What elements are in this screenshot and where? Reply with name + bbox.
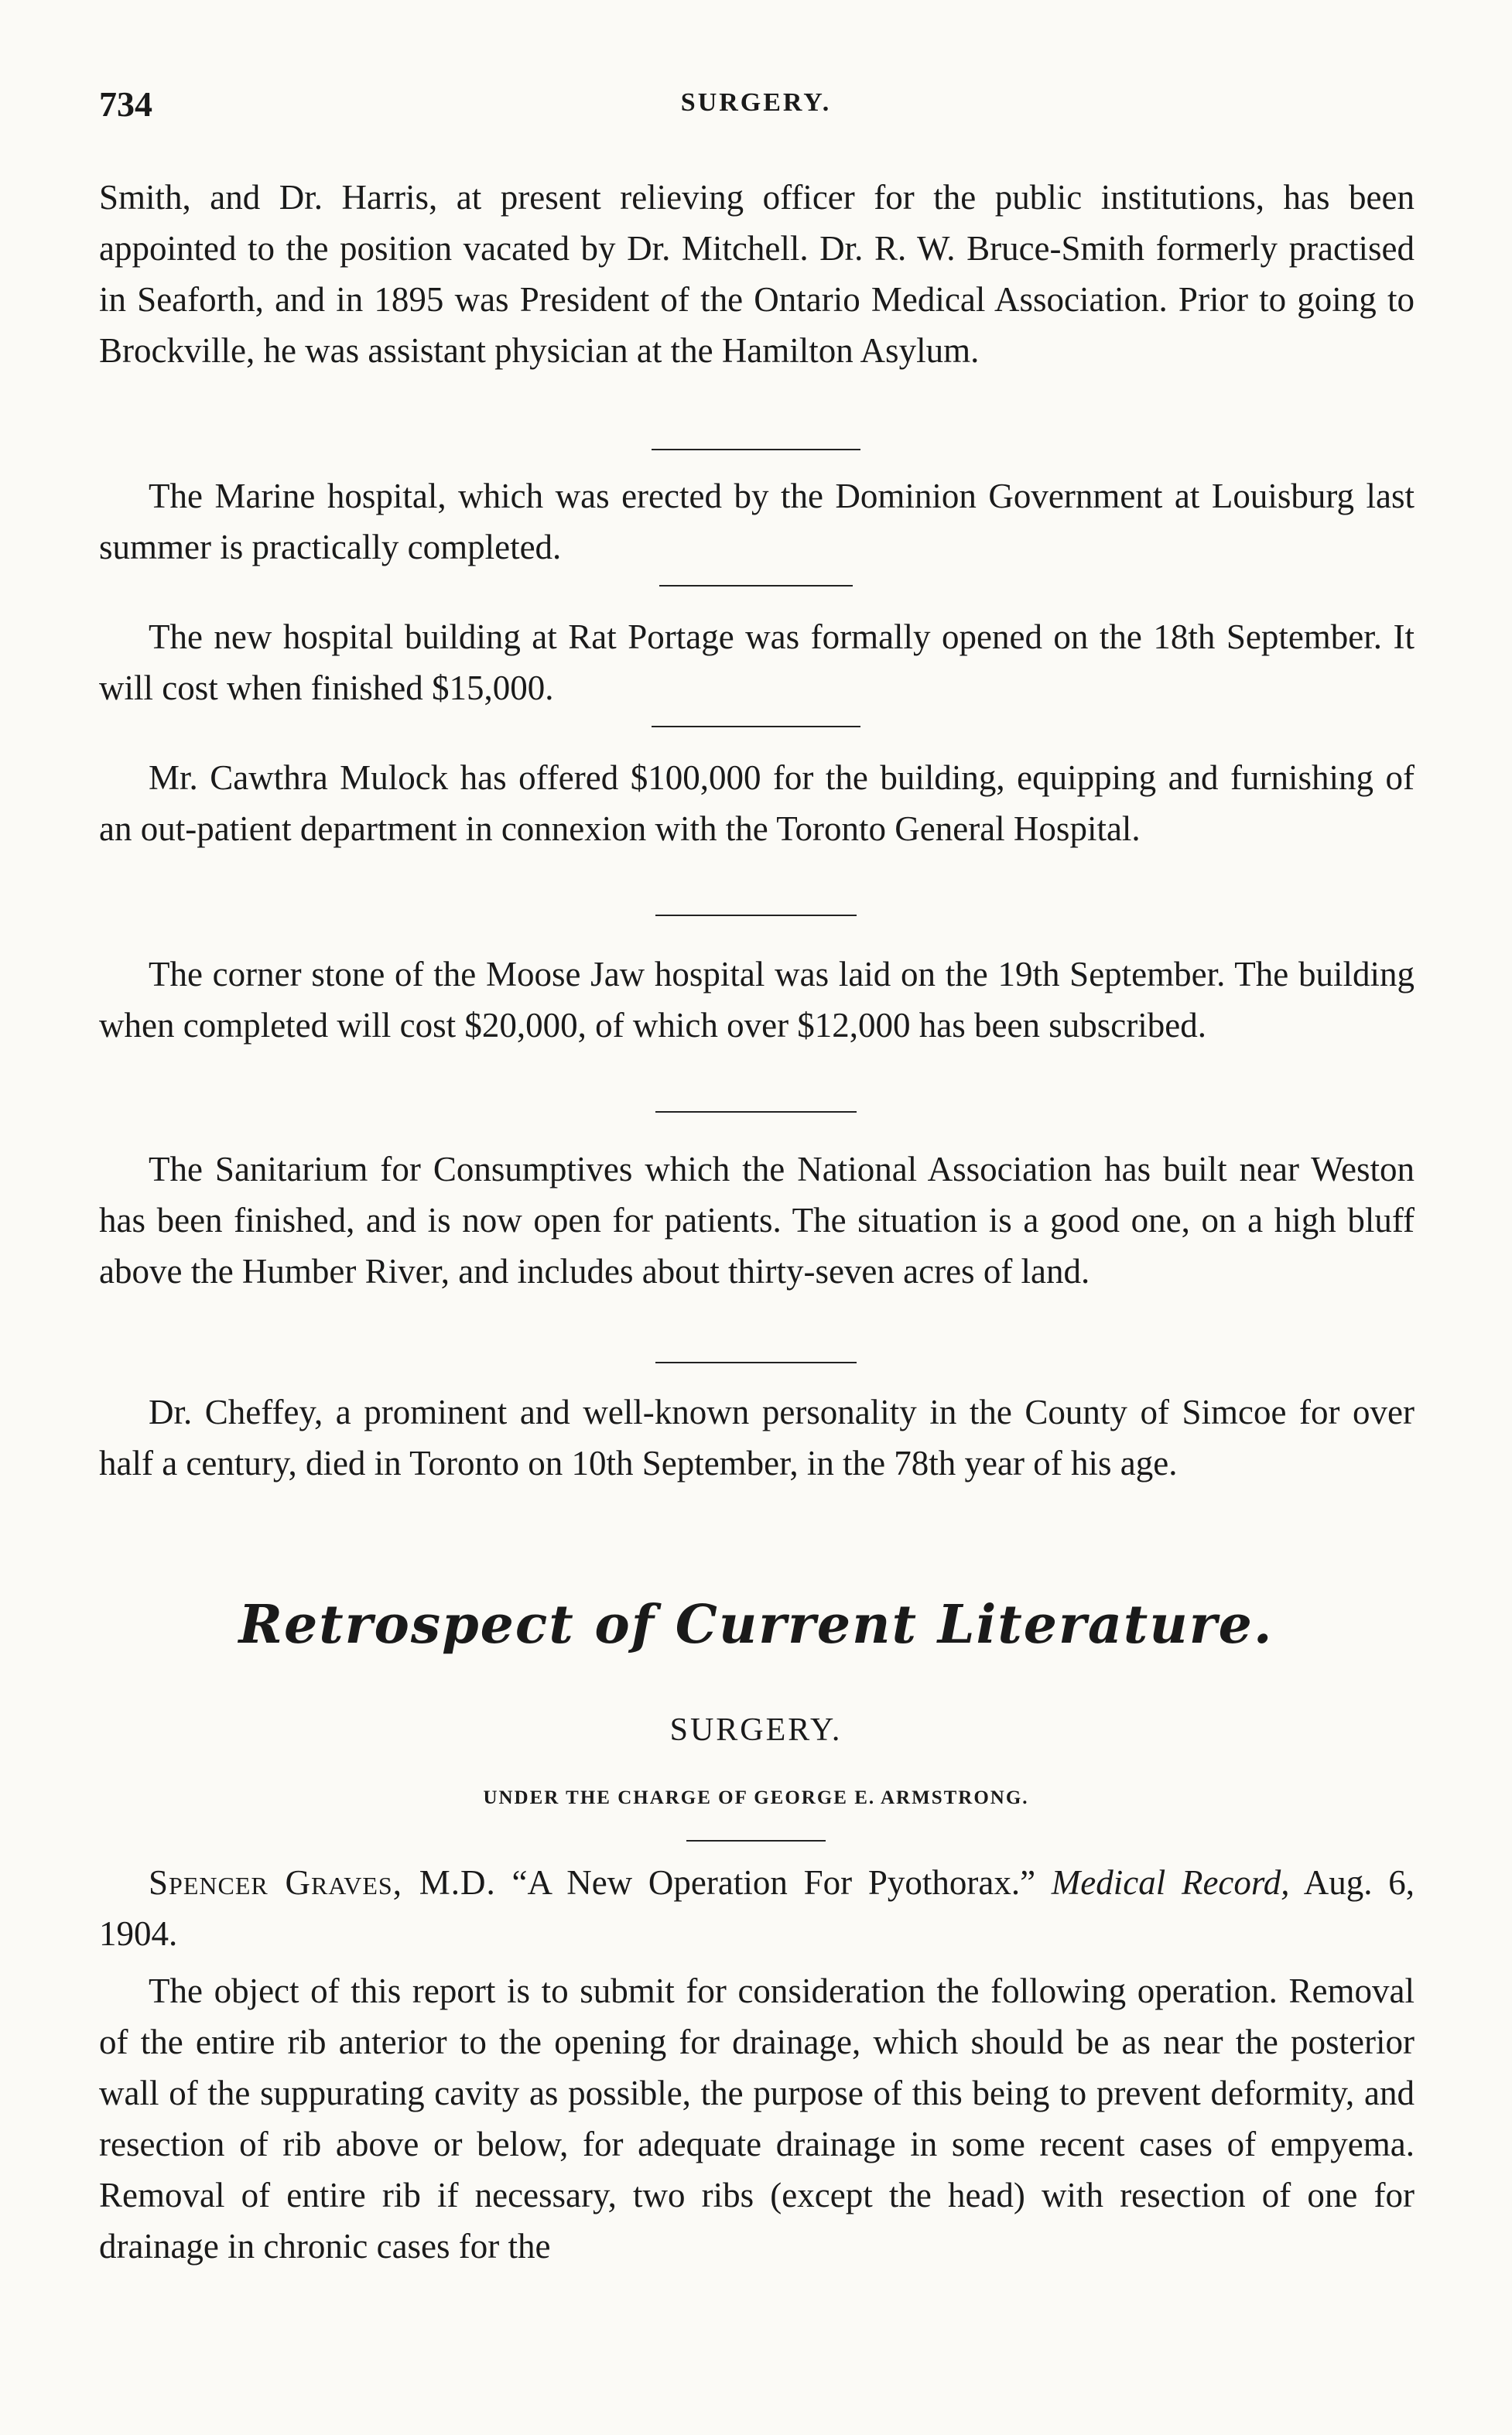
news-item-text: Dr. Cheffey, a prominent and well-known personality in the County of Simcoe for over half a century, died in Toronto on 10th September, in the 78th year of his age.: [99, 1393, 1415, 1483]
citation-title: “A New Operation For Pyothorax.”: [511, 1863, 1036, 1902]
news-item-text: Mr. Cawthra Mulock has offered $100,000 for the building, equipping and furnishing of an out-patient department in connexion with the Toronto General Hospital.: [99, 758, 1415, 848]
news-item-5: [99, 949, 1415, 1051]
news-item-text: The new hospital building at Rat Portage was formally opened on the 18th September. It will cost when finished $15,000.: [99, 617, 1415, 707]
article-paragraph: The object of this report is to submit for consideration the following operation. Removal of the entire rib anterior to the opening for drainage, which should be as near the posterior wall of the suppurating cavity as possible, the purpose of this being to prevent deformity, and resection of rib above or below, for adequate drainage in some recent cases of empyema. Removal of entire rib if necessary, two ribs (except the head) with resection of one for drainage in chronic cases for the: [99, 1972, 1415, 2266]
section-title: SURGERY.: [669, 1712, 843, 1748]
running-head: [99, 84, 1413, 130]
divider-rule: [655, 1111, 857, 1113]
divider-rule: [652, 726, 860, 727]
news-item-7: [99, 1387, 1415, 1489]
running-title: SURGERY.: [680, 88, 832, 117]
page-number: 734: [99, 84, 152, 124]
news-item-text: The Sanitarium for Consumptives which the National Association has built near Weston has been finished, and is now open for patients. The situation is a good one, on a high bluff above the Humber River, and includes about thirty-seven acres of land.: [99, 1150, 1415, 1291]
news-item-4: [99, 752, 1415, 854]
citation-journal: Medical Record,: [1051, 1863, 1290, 1902]
citation-author: Spencer Graves, M.D.: [149, 1863, 496, 1902]
citation-date: Aug. 6, 1904.: [99, 1863, 1415, 1953]
divider-rule: [659, 585, 853, 587]
divider-rule: [655, 1362, 857, 1363]
news-item-1: [99, 172, 1415, 376]
section-editor-line: UNDER THE CHARGE OF GEORGE E. ARMSTRONG.: [483, 1787, 1029, 1808]
news-item-text: Smith, and Dr. Harris, at present relieving officer for the public institutions, has been appointed to the position vacated by Dr. Mitchell. Dr. R. W. Bruce-Smith formerly practised in Seaforth, and in 1895 was President of the Ontario Medical Association. Prior to going to Brockville, he was assistant physician at the Hamilton Asylum.: [99, 178, 1415, 370]
news-item-2: [99, 470, 1415, 573]
divider-rule: [655, 915, 857, 916]
divider-rule: [686, 1840, 826, 1842]
retrospect-heading: Retrospect of Current Literature.: [238, 1594, 1274, 1656]
divider-rule: [652, 449, 860, 450]
news-item-6: [99, 1144, 1415, 1297]
news-item-3: [99, 611, 1415, 713]
news-item-text: The corner stone of the Moose Jaw hospital was laid on the 19th September. The building when completed will cost $20,000, of which over $12,000 has been subscribed.: [99, 955, 1415, 1045]
article-body: [99, 1965, 1415, 2272]
citation: [99, 1857, 1415, 1959]
news-item-text: The Marine hospital, which was erected by the Dominion Government at Louisburg last summer is practically completed.: [99, 477, 1415, 566]
